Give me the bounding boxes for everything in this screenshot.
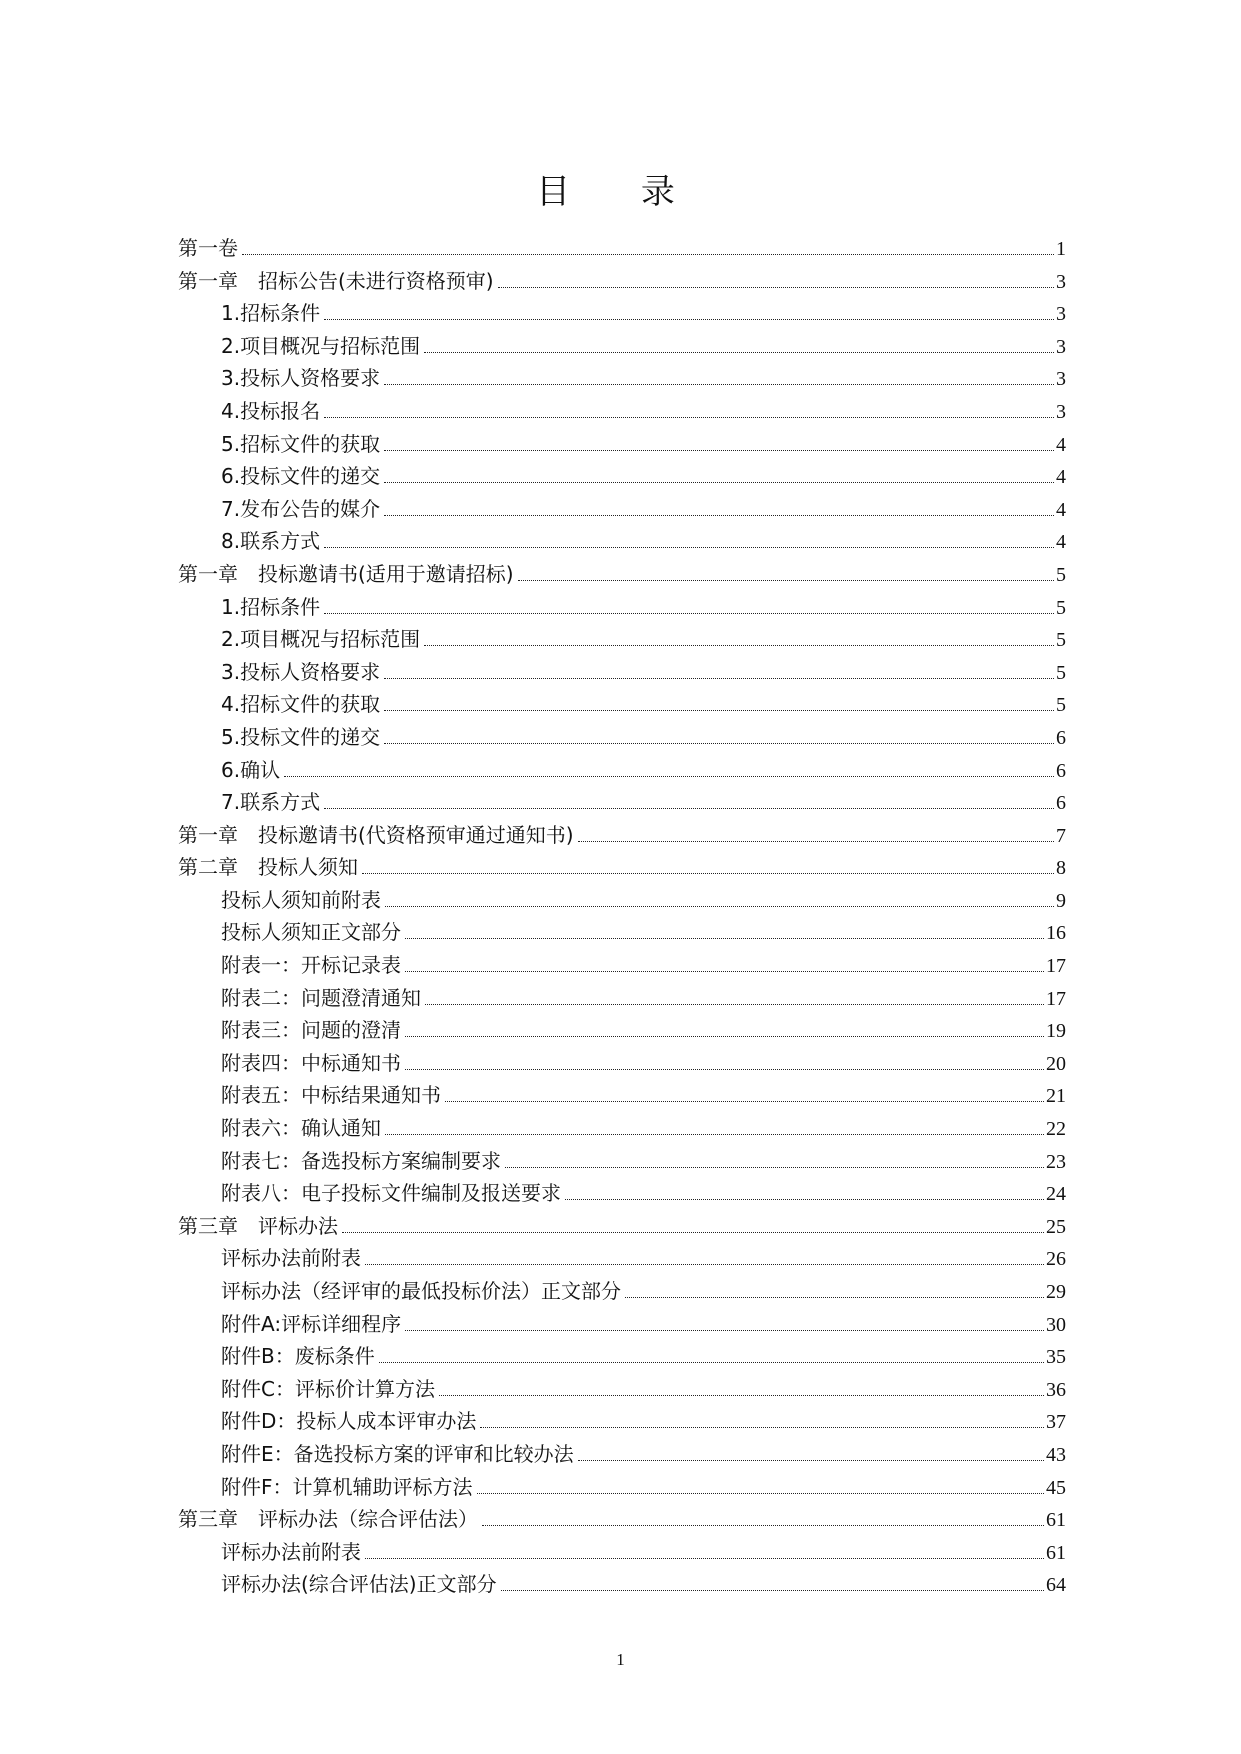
toc-leader-dots xyxy=(384,482,1054,483)
toc-entry-text: 7.联系方式 xyxy=(221,790,321,815)
toc-section-entry[interactable] xyxy=(178,493,1066,526)
toc-entry-text: 4.投标报名 xyxy=(221,398,321,423)
toc-leader-dots xyxy=(324,417,1054,418)
toc-leader-dots xyxy=(405,1330,1044,1331)
toc-entry-page: 6 xyxy=(1056,726,1066,749)
toc-entry-page: 37 xyxy=(1046,1411,1066,1434)
toc-entry-page: 17 xyxy=(1046,955,1066,978)
toc-leader-dots xyxy=(505,1167,1044,1168)
toc-entry-text: 附表五：中标结果通知书 xyxy=(221,1083,441,1108)
toc-chapter-entry[interactable] xyxy=(178,1503,1066,1536)
toc-leader-dots xyxy=(518,580,1054,581)
toc-entry-text: 3.投标人资格要求 xyxy=(221,659,381,684)
toc-leader-dots xyxy=(405,971,1044,972)
toc-entry-page: 30 xyxy=(1046,1313,1066,1336)
toc-entry-page: 3 xyxy=(1056,400,1066,423)
toc-chapter-entry[interactable] xyxy=(178,265,1066,298)
toc-section-entry[interactable] xyxy=(178,428,1066,461)
toc-leader-dots xyxy=(482,1525,1044,1526)
toc-section-entry[interactable] xyxy=(178,1275,1066,1308)
toc-leader-dots xyxy=(242,254,1054,255)
toc-leader-dots xyxy=(385,906,1054,907)
toc-section-entry[interactable] xyxy=(178,1405,1066,1438)
toc-leader-dots xyxy=(439,1395,1044,1396)
toc-entry-page: 35 xyxy=(1046,1346,1066,1369)
toc-leader-dots xyxy=(384,384,1054,385)
toc-section-entry[interactable] xyxy=(178,1145,1066,1178)
toc-section-entry[interactable] xyxy=(178,525,1066,558)
toc-entry-page: 5 xyxy=(1056,694,1066,717)
toc-entry-page: 19 xyxy=(1046,1020,1066,1043)
toc-leader-dots xyxy=(324,613,1054,614)
toc-section-entry[interactable] xyxy=(178,591,1066,624)
toc-entry-page: 3 xyxy=(1056,270,1066,293)
toc-entry-text: 1.招标条件 xyxy=(221,594,321,619)
toc-entry-page: 17 xyxy=(1046,987,1066,1010)
toc-chapter-entry[interactable] xyxy=(178,1210,1066,1243)
toc-entry-text: 第三章 评标办法（综合评估法） xyxy=(178,1507,478,1532)
toc-leader-dots xyxy=(445,1101,1044,1102)
toc-entry-text: 第三章 评标办法 xyxy=(178,1213,338,1238)
toc-entry-text: 第二章 投标人须知 xyxy=(178,855,358,880)
toc-section-entry[interactable] xyxy=(178,1471,1066,1504)
toc-entry-text: 附件C：评标价计算方法 xyxy=(221,1376,435,1401)
toc-entry-text: 5.招标文件的获取 xyxy=(221,431,381,456)
toc-entry-text: 评标办法(综合评估法)正文部分 xyxy=(221,1572,497,1597)
toc-leader-dots xyxy=(405,938,1044,939)
toc-leader-dots xyxy=(379,1362,1044,1363)
toc-entry-page: 9 xyxy=(1056,889,1066,912)
toc-leader-dots xyxy=(362,873,1054,874)
toc-section-entry[interactable] xyxy=(178,1438,1066,1471)
toc-entry-page: 45 xyxy=(1046,1476,1066,1499)
toc-section-entry[interactable] xyxy=(178,1340,1066,1373)
toc-entry-page: 5 xyxy=(1056,563,1066,586)
toc-entry-text: 5.投标文件的递交 xyxy=(221,724,381,749)
toc-section-entry[interactable] xyxy=(178,1079,1066,1112)
toc-entry-page: 6 xyxy=(1056,792,1066,815)
toc-entry-text: 第一卷 xyxy=(178,236,238,260)
toc-section-entry[interactable] xyxy=(178,982,1066,1015)
toc-entry-page: 3 xyxy=(1056,335,1066,358)
toc-entry-text: 附表七：备选投标方案编制要求 xyxy=(221,1148,501,1173)
toc-title: 目 录 xyxy=(536,172,705,212)
toc-entry-page: 3 xyxy=(1056,303,1066,326)
toc-leader-dots xyxy=(324,808,1054,809)
toc-entry-page: 29 xyxy=(1046,1281,1066,1303)
toc-entry-text: 附表三：问题的澄清 xyxy=(221,1018,401,1043)
toc-entry-text: 评标办法（经评审的最低投标价法）正文部分 xyxy=(221,1279,621,1303)
toc-entry-text: 附表八：电子投标文件编制及报送要求 xyxy=(221,1181,561,1206)
toc-entry-text: 第一章 投标邀请书(代资格预审通过通知书) xyxy=(178,822,574,847)
toc-entry-text: 附表二：问题澄清通知 xyxy=(221,985,421,1010)
toc-entry-page: 5 xyxy=(1056,629,1066,652)
toc-section-entry[interactable] xyxy=(178,1536,1066,1569)
toc-entry-page: 6 xyxy=(1056,759,1066,782)
toc-entry-page: 16 xyxy=(1046,922,1066,945)
toc-leader-dots xyxy=(284,776,1054,777)
toc-entry-text: 附件B：废标条件 xyxy=(221,1344,375,1369)
toc-entry-text: 附件A:评标详细程序 xyxy=(221,1311,402,1336)
toc-section-entry[interactable] xyxy=(178,688,1066,721)
toc-leader-dots xyxy=(565,1199,1044,1200)
toc-leader-dots xyxy=(424,352,1054,353)
toc-leader-dots xyxy=(384,743,1054,744)
toc-section-entry[interactable] xyxy=(178,1308,1066,1341)
toc-leader-dots xyxy=(342,1232,1044,1233)
toc-section-entry[interactable] xyxy=(178,460,1066,493)
toc-entry-text: 附表六：确认通知 xyxy=(221,1116,381,1141)
toc-entry-page: 5 xyxy=(1056,596,1066,619)
toc-entry-page: 36 xyxy=(1046,1378,1066,1401)
toc-leader-dots xyxy=(405,1036,1044,1037)
toc-entry-page: 21 xyxy=(1046,1085,1066,1108)
toc-list xyxy=(178,232,1066,1601)
toc-entry-page: 25 xyxy=(1046,1215,1066,1238)
toc-leader-dots xyxy=(384,710,1054,711)
toc-entry-page: 61 xyxy=(1046,1509,1066,1532)
toc-section-entry[interactable] xyxy=(178,656,1066,689)
toc-section-entry[interactable] xyxy=(178,330,1066,363)
toc-leader-dots xyxy=(480,1427,1044,1428)
toc-entry-page: 26 xyxy=(1046,1248,1066,1271)
toc-entry-text: 评标办法前附表 xyxy=(221,1246,361,1271)
toc-entry-page: 4 xyxy=(1056,433,1066,456)
toc-leader-dots xyxy=(578,1460,1044,1461)
toc-entry-text: 附件F：计算机辅助评标方法 xyxy=(221,1474,473,1499)
toc-section-entry[interactable] xyxy=(178,1047,1066,1080)
toc-entry-text: 第一章 投标邀请书(适用于邀请招标) xyxy=(178,561,514,586)
toc-section-entry[interactable] xyxy=(178,297,1066,330)
toc-leader-dots xyxy=(324,319,1054,320)
toc-entry-text: 3.投标人资格要求 xyxy=(221,366,381,391)
toc-entry-text: 6.投标文件的递交 xyxy=(221,464,381,489)
toc-leader-dots xyxy=(365,1558,1044,1559)
toc-entry-page: 4 xyxy=(1056,498,1066,521)
toc-leader-dots xyxy=(384,450,1054,451)
toc-entry-text: 附件E：备选投标方案的评审和比较办法 xyxy=(221,1441,574,1466)
toc-leader-dots xyxy=(324,547,1054,548)
toc-entry-text: 附件D：投标人成本评审办法 xyxy=(221,1409,477,1434)
toc-entry-page: 1 xyxy=(1056,238,1066,260)
toc-section-entry[interactable] xyxy=(178,1242,1066,1275)
toc-leader-dots xyxy=(385,1134,1044,1135)
toc-section-entry[interactable] xyxy=(178,786,1066,819)
toc-section-entry[interactable] xyxy=(178,623,1066,656)
toc-leader-dots xyxy=(384,515,1054,516)
toc-section-entry[interactable] xyxy=(178,916,1066,949)
toc-section-entry[interactable] xyxy=(178,884,1066,917)
toc-entry-page: 64 xyxy=(1046,1574,1066,1597)
toc-entry-text: 2.项目概况与招标范围 xyxy=(221,627,421,652)
toc-entry-text: 附表一：开标记录表 xyxy=(221,953,401,978)
toc-leader-dots xyxy=(501,1590,1044,1591)
toc-section-entry[interactable] xyxy=(178,1373,1066,1406)
toc-leader-dots xyxy=(477,1493,1044,1494)
toc-entry-text: 4.招标文件的获取 xyxy=(221,692,381,717)
toc-entry-text: 8.联系方式 xyxy=(221,529,321,554)
toc-entry-page: 5 xyxy=(1056,661,1066,684)
toc-leader-dots xyxy=(365,1264,1044,1265)
toc-entry-text: 2.项目概况与招标范围 xyxy=(221,333,421,358)
toc-entry-page: 23 xyxy=(1046,1150,1066,1173)
toc-entry-page: 43 xyxy=(1046,1443,1066,1466)
toc-leader-dots xyxy=(625,1297,1044,1298)
toc-section-entry[interactable] xyxy=(178,395,1066,428)
toc-leader-dots xyxy=(405,1069,1044,1070)
toc-section-entry[interactable] xyxy=(178,362,1066,395)
page-number: 1 xyxy=(616,1650,625,1669)
toc-entry-page: 7 xyxy=(1056,824,1066,847)
toc-leader-dots xyxy=(424,645,1054,646)
toc-entry-text: 附表四：中标通知书 xyxy=(221,1050,401,1075)
toc-entry-page: 8 xyxy=(1056,857,1066,880)
toc-chapter-entry[interactable] xyxy=(178,232,1066,265)
toc-entry-page: 4 xyxy=(1056,466,1066,489)
toc-entry-text: 投标人须知正文部分 xyxy=(221,920,401,945)
toc-chapter-entry[interactable] xyxy=(178,819,1066,852)
toc-entry-page: 61 xyxy=(1046,1541,1066,1564)
toc-entry-text: 6.确认 xyxy=(221,757,281,782)
toc-section-entry[interactable] xyxy=(178,949,1066,982)
toc-section-entry[interactable] xyxy=(178,1568,1066,1601)
toc-chapter-entry[interactable] xyxy=(178,558,1066,591)
toc-section-entry[interactable] xyxy=(178,754,1066,787)
toc-section-entry[interactable] xyxy=(178,1014,1066,1047)
toc-entry-page: 3 xyxy=(1056,368,1066,391)
toc-leader-dots xyxy=(498,287,1054,288)
toc-leader-dots xyxy=(384,678,1054,679)
toc-entry-text: 7.发布公告的媒介 xyxy=(221,496,381,521)
toc-entry-page: 24 xyxy=(1046,1183,1066,1206)
toc-chapter-entry[interactable] xyxy=(178,851,1066,884)
toc-section-entry[interactable] xyxy=(178,1112,1066,1145)
toc-entry-text: 评标办法前附表 xyxy=(221,1539,361,1564)
toc-entry-text: 投标人须知前附表 xyxy=(221,887,381,912)
toc-entry-text: 第一章 招标公告(未进行资格预审) xyxy=(178,268,494,293)
toc-section-entry[interactable] xyxy=(178,1177,1066,1210)
toc-entry-page: 4 xyxy=(1056,531,1066,554)
toc-entry-text: 1.招标条件 xyxy=(221,301,321,326)
toc-leader-dots xyxy=(425,1004,1044,1005)
toc-leader-dots xyxy=(578,841,1054,842)
toc-entry-page: 20 xyxy=(1046,1052,1066,1075)
toc-section-entry[interactable] xyxy=(178,721,1066,754)
toc-entry-page: 22 xyxy=(1046,1118,1066,1141)
